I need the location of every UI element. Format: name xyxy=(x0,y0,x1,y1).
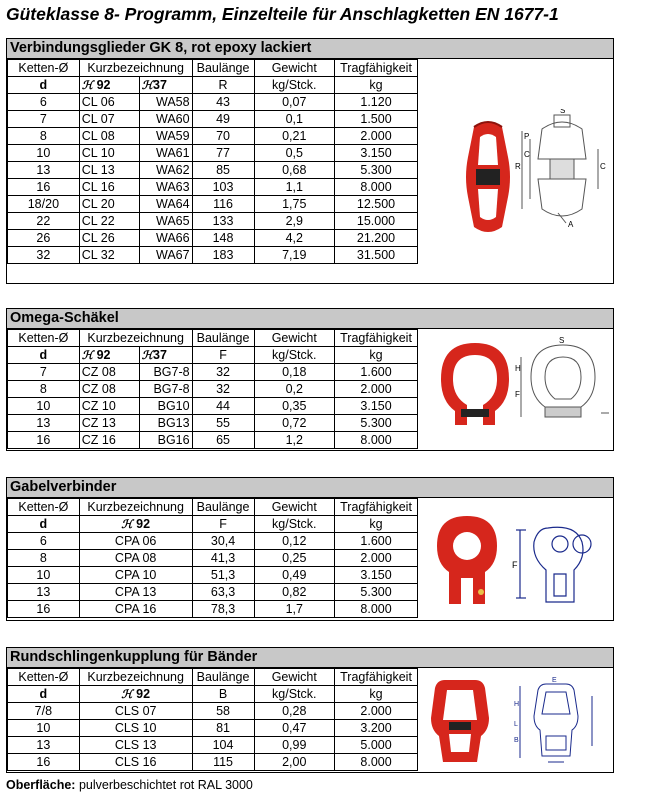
header-ketten: Ketten-Ø xyxy=(8,330,80,347)
cell-code-37: WA58 xyxy=(139,94,192,111)
section-title: Verbindungsglieder GK 8, rot epoxy lackiert xyxy=(7,39,613,59)
table-row xyxy=(8,398,418,415)
cell-d: 10 xyxy=(8,145,80,162)
cell-code-92: CPA 10 xyxy=(79,567,192,584)
cell-code-92: CZ 10 xyxy=(79,398,139,415)
section-verbindungsglieder xyxy=(6,38,614,284)
cell-tragfaehigkeit: 5.300 xyxy=(335,584,418,601)
cell-gewicht: 4,2 xyxy=(254,230,335,247)
header-baulaenge: Baulänge xyxy=(192,60,254,77)
cell-d: 10 xyxy=(8,720,80,737)
cell-gewicht: 0,82 xyxy=(254,584,335,601)
header-kurzbezeichnung: Kurzbezeichnung xyxy=(79,669,192,686)
cell-baulaenge: 49 xyxy=(192,111,254,128)
cell-tragfaehigkeit: 5.300 xyxy=(335,415,418,432)
cell-code-92: CZ 08 xyxy=(79,364,139,381)
cell-baulaenge: 78,3 xyxy=(192,601,254,618)
brand-symbol: ℋ xyxy=(121,516,133,531)
table-row xyxy=(8,703,418,720)
table-verbindungsglieder xyxy=(7,59,418,264)
cell-baulaenge: 32 xyxy=(192,364,254,381)
cell-tragfaehigkeit: 2.000 xyxy=(335,703,418,720)
cell-tragfaehigkeit: 8.000 xyxy=(335,601,418,618)
cell-gewicht: 2,00 xyxy=(254,754,335,771)
unit-load: kg xyxy=(335,516,418,533)
svg-text:H: H xyxy=(515,364,521,373)
cell-baulaenge: 85 xyxy=(192,162,254,179)
brand-symbol: ℋ xyxy=(81,347,94,362)
unit-rg37: ℋ37 xyxy=(139,77,192,94)
cell-tragfaehigkeit: 5.000 xyxy=(335,737,418,754)
section-gabelverbinder xyxy=(6,477,614,621)
cell-code-92: CPA 16 xyxy=(79,601,192,618)
header-gewicht: Gewicht xyxy=(254,669,335,686)
cell-baulaenge: 43 xyxy=(192,94,254,111)
cell-gewicht: 1,1 xyxy=(254,179,335,196)
cell-d: 18/20 xyxy=(8,196,80,213)
unit-weight: kg/Stck. xyxy=(254,516,335,533)
svg-text:F: F xyxy=(515,390,520,399)
cell-code-37: BG7-8 xyxy=(139,381,192,398)
cell-code-92: CL 32 xyxy=(79,247,139,264)
table-header-row xyxy=(8,60,418,77)
cell-baulaenge: 133 xyxy=(192,213,254,230)
cell-code-37: WA61 xyxy=(139,145,192,162)
cell-gewicht: 1,2 xyxy=(254,432,335,449)
cell-tragfaehigkeit: 1.600 xyxy=(335,533,418,550)
cell-tragfaehigkeit: 2.000 xyxy=(335,550,418,567)
cell-d: 13 xyxy=(8,737,80,754)
svg-text:R: R xyxy=(515,162,521,171)
unit-rg92: ℋ 92 xyxy=(79,686,192,703)
cell-gewicht: 0,21 xyxy=(254,128,335,145)
cell-gewicht: 0,07 xyxy=(254,94,335,111)
cell-baulaenge: 65 xyxy=(192,432,254,449)
table-row xyxy=(8,415,418,432)
cell-baulaenge: 148 xyxy=(192,230,254,247)
unit-rg92: ℋ 92 xyxy=(79,77,139,94)
cell-code-37: WA65 xyxy=(139,213,192,230)
table-row xyxy=(8,145,418,162)
cell-gewicht: 1,7 xyxy=(254,601,335,618)
cell-d: 7 xyxy=(8,364,80,381)
cell-d: 13 xyxy=(8,584,80,601)
cell-gewicht: 0,2 xyxy=(254,381,335,398)
unit-weight: kg/Stck. xyxy=(254,77,335,94)
cell-d: 13 xyxy=(8,162,80,179)
cell-gewicht: 2,9 xyxy=(254,213,335,230)
cell-d: 16 xyxy=(8,432,80,449)
cell-tragfaehigkeit: 12.500 xyxy=(335,196,418,213)
table-row xyxy=(8,381,418,398)
cell-code-37: WA66 xyxy=(139,230,192,247)
cell-code-37: BG7-8 xyxy=(139,364,192,381)
cell-baulaenge: 55 xyxy=(192,415,254,432)
table-row xyxy=(8,550,418,567)
unit-d: d xyxy=(8,516,80,533)
cell-tragfaehigkeit: 3.150 xyxy=(335,398,418,415)
cell-baulaenge: 77 xyxy=(192,145,254,162)
table-units-row xyxy=(8,516,418,533)
cell-d: 8 xyxy=(8,550,80,567)
cell-baulaenge: 51,3 xyxy=(192,567,254,584)
cell-baulaenge: 116 xyxy=(192,196,254,213)
table-row xyxy=(8,179,418,196)
cell-d: 13 xyxy=(8,415,80,432)
svg-text:E: E xyxy=(552,677,557,684)
cell-code-92: CZ 08 xyxy=(79,381,139,398)
cell-baulaenge: 115 xyxy=(192,754,254,771)
header-tragfaehigkeit: Tragfähigkeit xyxy=(335,499,418,516)
section-title: Omega-Schäkel xyxy=(7,309,613,329)
cell-gewicht: 0,47 xyxy=(254,720,335,737)
header-ketten: Ketten-Ø xyxy=(8,669,80,686)
header-tragfaehigkeit: Tragfähigkeit xyxy=(335,330,418,347)
table-row xyxy=(8,720,418,737)
cell-tragfaehigkeit: 1.600 xyxy=(335,364,418,381)
cell-code-92: CPA 08 xyxy=(79,550,192,567)
table-row xyxy=(8,533,418,550)
unit-load: kg xyxy=(335,686,418,703)
cell-tragfaehigkeit: 5.300 xyxy=(335,162,418,179)
table-units-row xyxy=(8,686,418,703)
cell-code-37: WA67 xyxy=(139,247,192,264)
cell-code-37: BG10 xyxy=(139,398,192,415)
cell-d: 10 xyxy=(8,398,80,415)
cell-code-92: CL 16 xyxy=(79,179,139,196)
table-row xyxy=(8,601,418,618)
cell-code-37: WA63 xyxy=(139,179,192,196)
cell-baulaenge: 41,3 xyxy=(192,550,254,567)
table-row xyxy=(8,754,418,771)
verbindungsglied-drawing xyxy=(512,109,612,229)
svg-text:B: B xyxy=(514,737,519,744)
cell-d: 16 xyxy=(8,754,80,771)
cell-baulaenge: 32 xyxy=(192,381,254,398)
header-gewicht: Gewicht xyxy=(254,330,335,347)
cell-code-92: CL 08 xyxy=(79,128,139,145)
cell-code-92: CL 13 xyxy=(79,162,139,179)
cell-d: 10 xyxy=(8,567,80,584)
cell-d: 8 xyxy=(8,128,80,145)
svg-text:S: S xyxy=(560,109,566,115)
cell-gewicht: 0,5 xyxy=(254,145,335,162)
cell-code-92: CL 07 xyxy=(79,111,139,128)
header-gewicht: Gewicht xyxy=(254,60,335,77)
cell-code-92: CLS 07 xyxy=(79,703,192,720)
unit-d: d xyxy=(8,347,80,364)
svg-text:L: L xyxy=(514,721,518,728)
cell-code-92: CLS 10 xyxy=(79,720,192,737)
gabelverbinder-drawing xyxy=(512,518,610,610)
section-rundschlingenkupplung xyxy=(6,647,614,773)
cell-code-92: CL 20 xyxy=(79,196,139,213)
unit-len: F xyxy=(192,516,254,533)
unit-weight: kg/Stck. xyxy=(254,686,335,703)
cell-code-37: WA62 xyxy=(139,162,192,179)
cell-gewicht: 0,99 xyxy=(254,737,335,754)
unit-weight: kg/Stck. xyxy=(254,347,335,364)
svg-text:F: F xyxy=(512,560,518,570)
svg-text:C: C xyxy=(600,162,606,171)
table-units-row xyxy=(8,347,418,364)
cell-gewicht: 0,12 xyxy=(254,533,335,550)
cell-code-37: BG13 xyxy=(139,415,192,432)
cell-d: 26 xyxy=(8,230,80,247)
cell-d: 6 xyxy=(8,94,80,111)
cell-baulaenge: 81 xyxy=(192,720,254,737)
cell-gewicht: 1,75 xyxy=(254,196,335,213)
cell-code-37: BG16 xyxy=(139,432,192,449)
unit-load: kg xyxy=(335,77,418,94)
table-row xyxy=(8,567,418,584)
section-title: Rundschlingenkupplung für Bänder xyxy=(7,648,613,668)
cell-code-92: CPA 06 xyxy=(79,533,192,550)
cell-baulaenge: 63,3 xyxy=(192,584,254,601)
cell-gewicht: 0,18 xyxy=(254,364,335,381)
table-row xyxy=(8,247,418,264)
table-header-row xyxy=(8,499,418,516)
cell-baulaenge: 44 xyxy=(192,398,254,415)
table-rundschlingenkupplung xyxy=(7,668,418,771)
unit-rg92: ℋ 92 xyxy=(79,347,139,364)
cell-baulaenge: 104 xyxy=(192,737,254,754)
cell-d: 6 xyxy=(8,533,80,550)
cell-code-92: CLS 13 xyxy=(79,737,192,754)
omega-schaekel-drawing xyxy=(515,337,611,429)
cell-code-92: CZ 16 xyxy=(79,432,139,449)
cell-d: 7/8 xyxy=(8,703,80,720)
svg-text:C: C xyxy=(524,150,530,159)
cell-gewicht: 0,1 xyxy=(254,111,335,128)
rundschlingenkupplung-drawing xyxy=(502,676,610,768)
brand-symbol: ℋ xyxy=(141,347,154,362)
cell-code-92: CLS 16 xyxy=(79,754,192,771)
table-omega xyxy=(7,329,418,449)
cell-gewicht: 7,19 xyxy=(254,247,335,264)
cell-code-37: WA60 xyxy=(139,111,192,128)
header-tragfaehigkeit: Tragfähigkeit xyxy=(335,669,418,686)
header-baulaenge: Baulänge xyxy=(192,499,254,516)
table-row xyxy=(8,196,418,213)
rundschlingenkupplung-photo xyxy=(425,674,495,768)
cell-gewicht: 0,49 xyxy=(254,567,335,584)
page-title: Güteklasse 8- Programm, Einzelteile für Anschlagketten EN 1677-1 xyxy=(6,4,559,24)
header-gewicht: Gewicht xyxy=(254,499,335,516)
unit-len: F xyxy=(192,347,254,364)
cell-d: 32 xyxy=(8,247,80,264)
cell-gewicht: 0,28 xyxy=(254,703,335,720)
brand-symbol: ℋ xyxy=(141,77,154,92)
cell-tragfaehigkeit: 3.150 xyxy=(335,567,418,584)
cell-tragfaehigkeit: 8.000 xyxy=(335,432,418,449)
cell-tragfaehigkeit: 8.000 xyxy=(335,179,418,196)
unit-len: R xyxy=(192,77,254,94)
header-tragfaehigkeit: Tragfähigkeit xyxy=(335,60,418,77)
cell-tragfaehigkeit: 2.000 xyxy=(335,128,418,145)
header-kurzbezeichnung: Kurzbezeichnung xyxy=(79,330,192,347)
table-row xyxy=(8,230,418,247)
cell-code-92: CL 10 xyxy=(79,145,139,162)
table-row xyxy=(8,584,418,601)
table-units-row xyxy=(8,77,418,94)
cell-code-37: WA64 xyxy=(139,196,192,213)
table-row xyxy=(8,162,418,179)
cell-tragfaehigkeit: 1.120 xyxy=(335,94,418,111)
cell-code-92: CL 22 xyxy=(79,213,139,230)
svg-text:A: A xyxy=(568,220,574,229)
unit-rg92: ℋ 92 xyxy=(79,516,192,533)
cell-gewicht: 0,72 xyxy=(254,415,335,432)
cell-baulaenge: 30,4 xyxy=(192,533,254,550)
gabelverbinder-photo xyxy=(427,512,507,612)
svg-text:P: P xyxy=(524,132,530,141)
cell-code-92: CL 26 xyxy=(79,230,139,247)
table-row xyxy=(8,94,418,111)
table-row xyxy=(8,737,418,754)
header-ketten: Ketten-Ø xyxy=(8,499,80,516)
unit-d: d xyxy=(8,77,80,94)
unit-rg37: ℋ37 xyxy=(139,347,192,364)
cell-tragfaehigkeit: 8.000 xyxy=(335,754,418,771)
cell-code-92: CZ 13 xyxy=(79,415,139,432)
header-ketten: Ketten-Ø xyxy=(8,60,80,77)
header-baulaenge: Baulänge xyxy=(192,669,254,686)
header-kurzbezeichnung: Kurzbezeichnung xyxy=(79,499,192,516)
cell-d: 16 xyxy=(8,179,80,196)
cell-gewicht: 0,25 xyxy=(254,550,335,567)
section-omega xyxy=(6,308,614,451)
table-row xyxy=(8,128,418,145)
cell-baulaenge: 58 xyxy=(192,703,254,720)
table-row xyxy=(8,364,418,381)
table-header-row xyxy=(8,669,418,686)
section-title: Gabelverbinder xyxy=(7,478,613,498)
surface-note: Oberfläche: pulverbeschichtet rot RAL 3000 xyxy=(6,778,253,792)
cell-tragfaehigkeit: 3.150 xyxy=(335,145,418,162)
cell-d: 22 xyxy=(8,213,80,230)
cell-code-37: WA59 xyxy=(139,128,192,145)
cell-gewicht: 0,68 xyxy=(254,162,335,179)
unit-len: B xyxy=(192,686,254,703)
brand-symbol: ℋ xyxy=(81,77,94,92)
svg-text:S: S xyxy=(559,337,565,345)
table-row xyxy=(8,432,418,449)
cell-baulaenge: 103 xyxy=(192,179,254,196)
cell-gewicht: 0,35 xyxy=(254,398,335,415)
header-baulaenge: Baulänge xyxy=(192,330,254,347)
header-kurzbezeichnung: Kurzbezeichnung xyxy=(79,60,192,77)
unit-load: kg xyxy=(335,347,418,364)
brand-symbol: ℋ xyxy=(121,686,133,701)
cell-d: 16 xyxy=(8,601,80,618)
cell-code-92: CPA 13 xyxy=(79,584,192,601)
cell-d: 8 xyxy=(8,381,80,398)
cell-d: 7 xyxy=(8,111,80,128)
cell-tragfaehigkeit: 15.000 xyxy=(335,213,418,230)
cell-tragfaehigkeit: 31.500 xyxy=(335,247,418,264)
cell-tragfaehigkeit: 2.000 xyxy=(335,381,418,398)
table-header-row xyxy=(8,330,418,347)
svg-text:H: H xyxy=(514,701,520,708)
omega-schaekel-photo xyxy=(435,339,515,429)
unit-d: d xyxy=(8,686,80,703)
cell-code-92: CL 06 xyxy=(79,94,139,111)
table-row xyxy=(8,213,418,230)
table-row xyxy=(8,111,418,128)
cell-baulaenge: 70 xyxy=(192,128,254,145)
cell-tragfaehigkeit: 21.200 xyxy=(335,230,418,247)
table-gabelverbinder xyxy=(7,498,418,618)
cell-tragfaehigkeit: 3.200 xyxy=(335,720,418,737)
cell-tragfaehigkeit: 1.500 xyxy=(335,111,418,128)
cell-baulaenge: 183 xyxy=(192,247,254,264)
